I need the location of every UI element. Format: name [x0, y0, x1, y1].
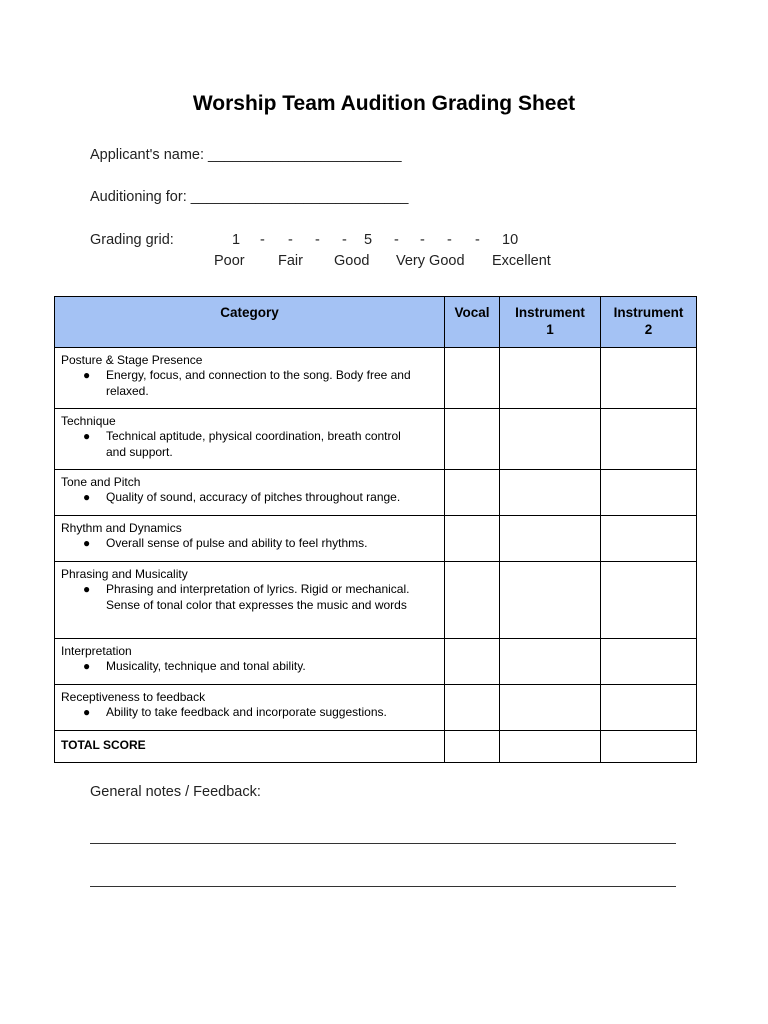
table-row	[55, 562, 697, 639]
instrument-2-score-cell[interactable]	[601, 516, 697, 562]
category-title: Receptiveness to feedback	[61, 690, 206, 704]
table-row	[55, 470, 697, 516]
category-cell	[55, 348, 445, 409]
instrument-2-score-cell[interactable]	[601, 685, 697, 731]
instrument-2-score-cell[interactable]	[601, 409, 697, 470]
notes-line[interactable]	[90, 886, 676, 887]
category-title: Technique	[61, 414, 116, 428]
grade-scale-mark: -	[420, 232, 425, 248]
header-instrument-1-line1: Instrument	[515, 305, 585, 320]
description-line: Ability to take feedback and incorporate suggestions.	[106, 705, 387, 719]
table-header-row	[55, 297, 697, 348]
page-title: Worship Team Audition Grading Sheet	[192, 92, 576, 115]
grade-scale-mark: 10	[502, 232, 519, 248]
description-line: Overall sense of pulse and ability to feel rhythms.	[106, 536, 368, 550]
grade-scale-mark: -	[447, 232, 452, 248]
bullet-icon: ●	[83, 705, 91, 719]
category-description	[83, 368, 438, 399]
grade-scale-mark: -	[342, 232, 347, 248]
instrument-1-score-cell[interactable]	[500, 348, 601, 409]
vocal-score-cell[interactable]	[445, 348, 500, 409]
description-line: Technical aptitude, physical coordination, breath control	[106, 429, 401, 443]
instrument-2-total-cell[interactable]	[601, 731, 697, 763]
instrument-2-score-cell[interactable]	[601, 639, 697, 685]
table-row	[55, 516, 697, 562]
table-row	[55, 409, 697, 470]
description-line: Energy, focus, and connection to the song. Body free and	[106, 368, 411, 382]
grade-word-excellent: Excellent	[492, 253, 551, 269]
grade-word-good: Good	[334, 253, 370, 269]
bullet-icon: ●	[83, 429, 91, 443]
total-score-row	[55, 731, 697, 763]
description-line: relaxed.	[106, 383, 149, 398]
instrument-1-score-cell[interactable]	[500, 516, 601, 562]
instrument-2-score-cell[interactable]	[601, 562, 697, 639]
grade-scale-mark: -	[315, 232, 320, 248]
header-instrument-1-line2: 1	[546, 322, 554, 337]
notes-line[interactable]	[90, 843, 676, 844]
auditioning-for-field: Auditioning for: ___________________________	[90, 189, 409, 205]
bullet-icon: ●	[83, 368, 91, 382]
vocal-score-cell[interactable]	[445, 639, 500, 685]
table-row	[55, 685, 697, 731]
category-description	[83, 490, 438, 506]
instrument-1-score-cell[interactable]	[500, 639, 601, 685]
category-cell	[55, 639, 445, 685]
category-title: Interpretation	[61, 644, 132, 658]
instrument-1-score-cell[interactable]	[500, 470, 601, 516]
category-description	[83, 659, 438, 675]
description-line: Sense of tonal color that expresses the music and words	[106, 597, 407, 612]
applicant-name-field: Applicant's name: ________________________	[90, 147, 402, 163]
category-title: Posture & Stage Presence	[61, 353, 203, 367]
description-line: and support.	[106, 444, 173, 459]
instrument-1-total-cell[interactable]	[500, 731, 601, 763]
instrument-1-score-cell[interactable]	[500, 562, 601, 639]
description-line: Phrasing and interpretation of lyrics. Rigid or mechanical.	[106, 582, 410, 596]
header-vocal: Vocal	[445, 297, 500, 348]
bullet-icon: ●	[83, 536, 91, 550]
vocal-score-cell[interactable]	[445, 409, 500, 470]
category-description	[83, 536, 438, 552]
grade-scale-mark: -	[475, 232, 480, 248]
category-title: Rhythm and Dynamics	[61, 521, 182, 535]
instrument-1-score-cell[interactable]	[500, 409, 601, 470]
category-cell	[55, 470, 445, 516]
category-cell	[55, 685, 445, 731]
description-line: Musicality, technique and tonal ability.	[106, 659, 306, 673]
category-description	[83, 429, 438, 460]
bullet-icon: ●	[83, 582, 91, 596]
category-cell	[55, 516, 445, 562]
grade-word-poor: Poor	[214, 253, 245, 269]
vocal-score-cell[interactable]	[445, 516, 500, 562]
vocal-score-cell[interactable]	[445, 562, 500, 639]
category-cell	[55, 562, 445, 639]
grade-scale-mark: -	[288, 232, 293, 248]
grade-scale-mark: 5	[364, 232, 373, 248]
category-description	[83, 705, 438, 721]
grade-scale-mark: -	[260, 232, 265, 248]
vocal-score-cell[interactable]	[445, 685, 500, 731]
vocal-total-cell[interactable]	[445, 731, 500, 763]
total-score-label: TOTAL SCORE	[55, 731, 445, 763]
grade-scale-mark: 1	[232, 232, 241, 248]
vocal-score-cell[interactable]	[445, 470, 500, 516]
category-cell	[55, 409, 445, 470]
header-instrument-2-line2: 2	[644, 322, 653, 337]
grade-scale-mark: -	[394, 232, 399, 248]
header-category: Category	[55, 297, 445, 348]
grading-table	[54, 296, 697, 763]
bullet-icon: ●	[83, 659, 91, 673]
header-instrument-2-line1: Instrument	[613, 305, 684, 320]
table-row	[55, 348, 697, 409]
bullet-icon: ●	[83, 490, 91, 504]
description-line: Quality of sound, accuracy of pitches throughout range.	[106, 490, 401, 504]
instrument-1-score-cell[interactable]	[500, 685, 601, 731]
table-row	[55, 639, 697, 685]
header-instrument-2	[601, 297, 697, 348]
instrument-2-score-cell[interactable]	[601, 348, 697, 409]
grading-grid-label: Grading grid:	[90, 232, 174, 248]
general-notes-label: General notes / Feedback:	[90, 784, 261, 800]
grade-word-fair: Fair	[278, 253, 303, 269]
category-description	[83, 582, 438, 613]
grade-word-very-good: Very Good	[396, 253, 465, 269]
category-title: Tone and Pitch	[61, 475, 141, 489]
header-instrument-1	[500, 297, 601, 348]
category-title: Phrasing and Musicality	[61, 567, 188, 581]
instrument-2-score-cell[interactable]	[601, 470, 697, 516]
